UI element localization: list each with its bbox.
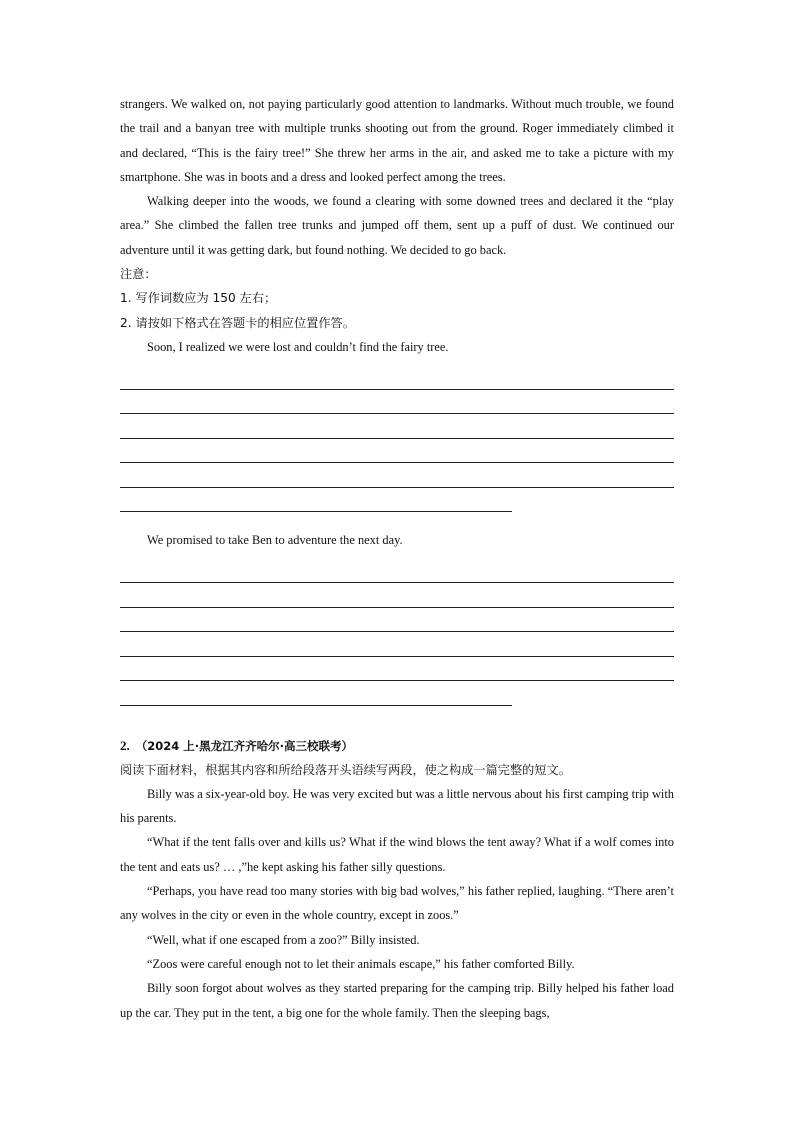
answer-line[interactable] — [120, 559, 674, 584]
note-item: 1. 写作词数应为 150 左右； — [120, 291, 277, 306]
passage-paragraph: Walking deeper into the woods, we found a clearing with some downed trees and declared it the “play area.” She climbed the fallen tree trunks and jumped off them, sent up a puff of dust. We continued our adventure until it was getting dark, but found nothing. We decided to go back. — [120, 194, 674, 257]
answer-line[interactable] — [120, 657, 674, 682]
passage-paragraph: “Perhaps, you have read too many stories with big bad wolves,” his father replied, laughing. “There aren’t any wolves in the city or even in the whole country, except in zoos.” — [120, 884, 674, 923]
answer-line[interactable] — [120, 583, 674, 608]
answer-line[interactable] — [120, 463, 674, 488]
answer-lines — [120, 559, 674, 706]
answer-line[interactable] — [120, 390, 674, 415]
question-source: （2024 上·黑龙江齐齐哈尔·高三校联考） — [135, 738, 353, 753]
passage-paragraph: strangers. We walked on, not paying particularly good attention to landmarks. Without much trouble, we found the trail and a banyan tree with multiple trunks shooting out from the ground. Roger immediately climbed it and declared, “This is the fairy tree!” She threw her arms in the air, and asked me to take a picture with my smartphone. She was in boots and a dress and looked perfect among the trees. — [120, 97, 674, 184]
question-number: 2. — [120, 737, 130, 753]
passage-paragraph: “Well, what if one escaped from a zoo?” Billy insisted. — [147, 932, 420, 947]
note-item: 2. 请按如下格式在答题卡的相应位置作答。 — [120, 315, 355, 330]
notes-title: 注意： — [120, 267, 157, 282]
continuation-prompt: We promised to take Ben to adventure the next day. — [147, 533, 403, 548]
question-instruction: 阅读下面材料，根据其内容和所给段落开头语续写两段，使之构成一篇完整的短文。 — [120, 762, 571, 777]
question-header — [120, 734, 674, 758]
answer-line[interactable] — [120, 439, 674, 464]
answer-line[interactable] — [120, 608, 674, 633]
passage-paragraph: “What if the tent falls over and kills us? What if the wind blows the tent away? What if a wolf comes into the tent and eats us? … ,”he kept asking his father silly questions. — [120, 835, 674, 874]
document-page — [120, 92, 674, 1025]
answer-line[interactable] — [120, 365, 674, 390]
continuation-prompt: Soon, I realized we were lost and couldn’t find the fairy tree. — [147, 339, 449, 354]
passage-paragraph: Billy soon forgot about wolves as they started preparing for the camping trip. Billy helped his father load up the car. They put in the tent, a big one for the whole family. Then the sleeping bags, — [120, 981, 674, 1020]
passage-paragraph: Billy was a six-year-old boy. He was very excited but was a little nervous about his first camping trip with his parents. — [120, 786, 674, 826]
answer-line[interactable] — [120, 681, 512, 706]
answer-lines — [120, 365, 674, 512]
answer-line[interactable] — [120, 414, 674, 439]
answer-line[interactable] — [120, 488, 512, 513]
passage-paragraph: “Zoos were careful enough not to let their animals escape,” his father comforted Billy. — [147, 956, 575, 971]
answer-line[interactable] — [120, 632, 674, 657]
